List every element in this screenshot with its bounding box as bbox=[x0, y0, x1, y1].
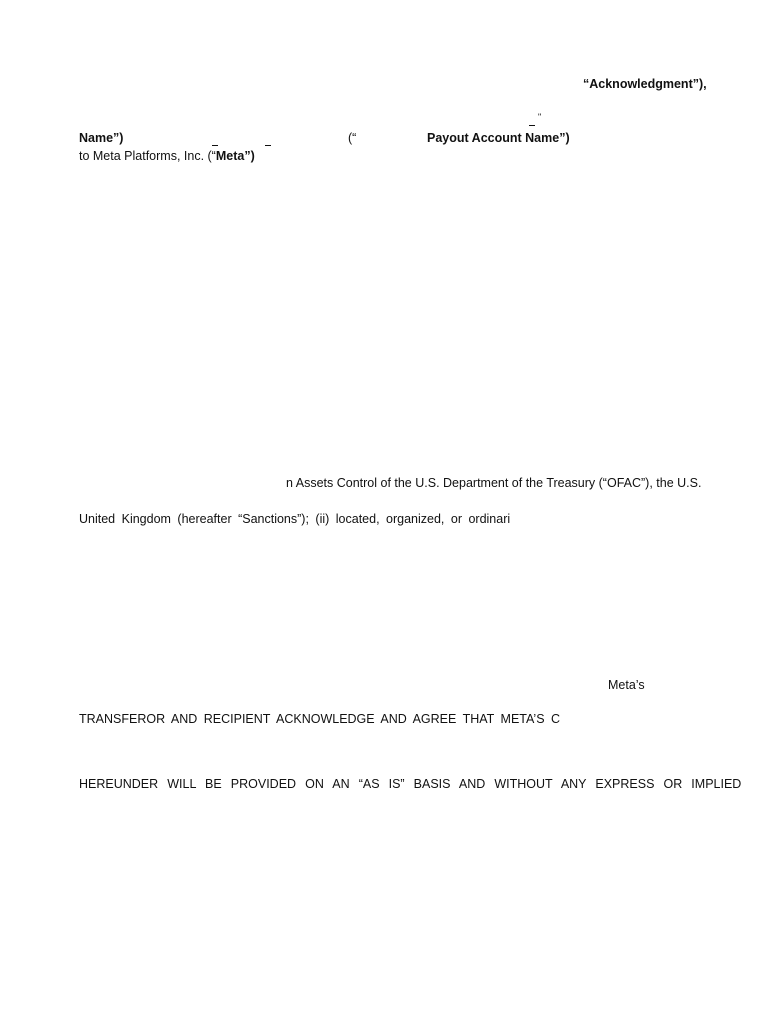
meta-platforms-prefix: to Meta Platforms, Inc. (“ bbox=[79, 149, 216, 163]
metas-text: Meta’s bbox=[608, 678, 645, 692]
sanctions-text-line-2: United Kingdom (hereafter “Sanctions”); (ii) located, organized, or ordinari bbox=[79, 512, 511, 526]
disclaimer-caps-line-2: HEREUNDER WILL BE PROVIDED ON AN “AS IS” BASIS AND WITHOUT ANY EXPRESS OR IMPLIED bbox=[79, 777, 742, 791]
acknowledgment-definition: “Acknowledgment”), bbox=[583, 77, 707, 91]
blank-underline-mark bbox=[265, 145, 271, 146]
blank-underline-mark bbox=[529, 125, 535, 126]
open-quote-parenthesis: (“ bbox=[348, 131, 357, 145]
stray-quote-mark: " bbox=[538, 112, 542, 122]
disclaimer-caps-line-1: TRANSFEROR AND RECIPIENT ACKNOWLEDGE AND AGREE THAT META’S C bbox=[79, 712, 561, 726]
meta-definition: Meta”) bbox=[215, 149, 255, 163]
sanctions-text-line-1: n Assets Control of the U.S. Department of the Treasury (“OFAC”), the U.S. bbox=[286, 476, 702, 490]
name-definition: Name”) bbox=[79, 131, 124, 145]
meta-platforms-line bbox=[79, 149, 255, 164]
payout-account-name-definition: Payout Account Name”) bbox=[427, 131, 570, 145]
blank-underline-mark bbox=[212, 145, 218, 146]
